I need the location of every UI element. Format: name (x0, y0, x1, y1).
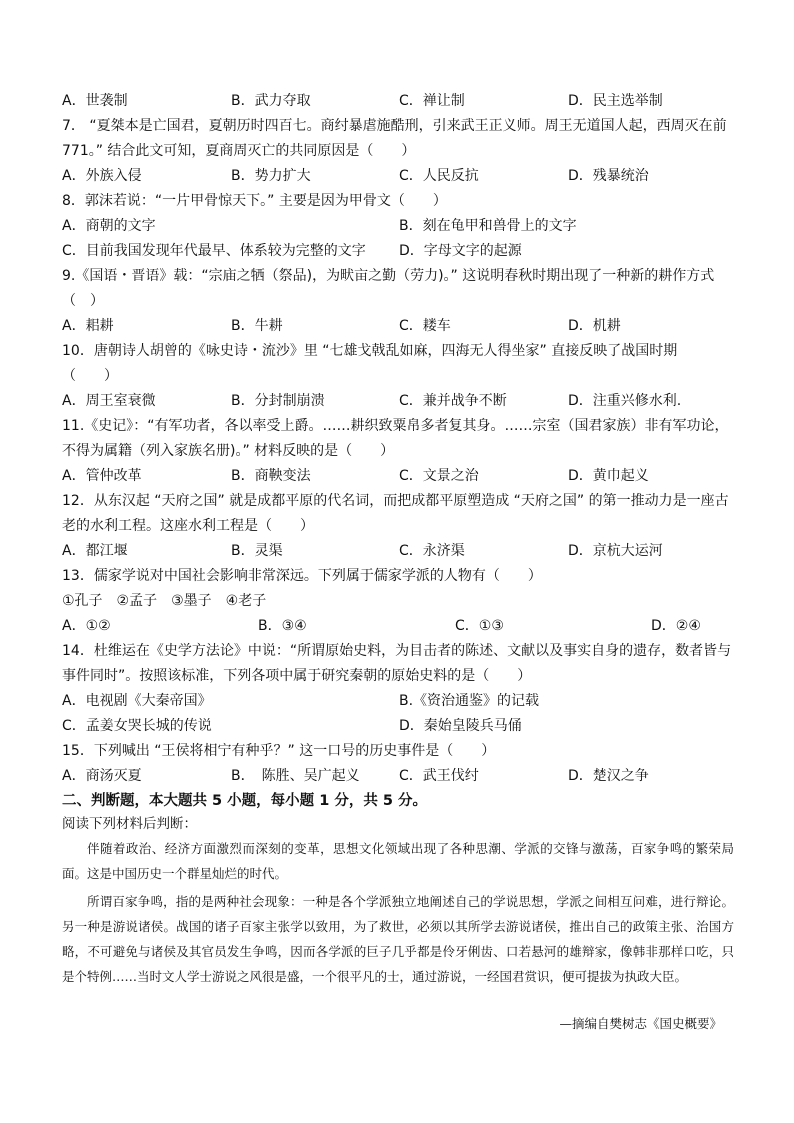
q10-option-a: A．周王室衰微 (62, 393, 156, 409)
q10-option-d: D．注重兴修水利. (568, 393, 682, 409)
q7-option-c: C．人民反抗 (399, 168, 479, 184)
q12-option-b: B．灵渠 (231, 543, 283, 559)
q9-option-d: D．机耕 (568, 318, 621, 334)
q13-option-c: C．①③ (455, 618, 504, 634)
q9-option-a: A．耜耕 (62, 318, 114, 334)
q6-option-a: A．世袭制 (62, 93, 128, 109)
material-paragraph-2: 所谓百家争鸣，指的是两种社会现象：一种是各个学派独立地阐述自己的学说思想，学派之间相互问难，进行辩论。另一种是游说诸侯。战国的诸子百家主张学以致用，为了救世，必须以其所学去游说诸侯，推出自己的政策主张、治国方略，不可避免与诸侯及其官员发生争鸣，因而各学派的巨子几乎都是伶牙俐齿、口若悬河的雄辩家，像韩非那样口吃，只是个特例……当时文人学士游说之风很是盛，一个很平凡的士，通过游说，一经国君赏识，便可提拔为执政大臣。 (62, 894, 734, 984)
q10-stem-line2: （ ） (62, 368, 118, 384)
q8-option-b: B．刻在龟甲和兽骨上的文字 (399, 218, 577, 234)
q11-stem-line1: 11.《史记》：“有军功者，各以率受上爵。……耕织致粟帛多者复其身。……宗室（国君家族）非有军功论， (62, 418, 729, 434)
q8-option-c: C．目前我国发现年代最早、体系较为完整的文字 (62, 243, 366, 259)
q15-stem: 15．下列喊出 “王侯将相宁有种乎？” 这一口号的历史事件是（ ） (62, 743, 496, 759)
q15-option-c: C．武王伐纣 (399, 768, 479, 784)
material-source: —摘编自樊树志《国史概要》 (559, 1016, 722, 1031)
q14-stem-line2: 事件同时”。按照该标准，下列各项中属于研究秦朝的原始史料的是（ ） (62, 668, 532, 684)
q12-stem-line1: 12．从东汉起 “天府之国” 就是成都平原的代名词，而把成都平原塑造成 “天府之国” 的第一推动力是一座古 (62, 493, 729, 509)
q6-option-d: D．民主选举制 (568, 93, 663, 109)
q10-option-c: C．兼并战争不断 (399, 393, 507, 409)
q13-option-d: D．②④ (651, 618, 701, 634)
q13-option-a: A．①② (62, 618, 111, 634)
q15-option-d: D．楚汉之争 (568, 768, 649, 784)
q7-option-d: D．残暴统治 (568, 168, 649, 184)
q14-option-d: D．秦始皇陵兵马俑 (399, 718, 522, 734)
q12-option-d: D．京杭大运河 (568, 543, 663, 559)
q14-option-b: B.《资治通鉴》的记载 (399, 693, 540, 709)
material-paragraph-1: 伴随着政治、经济方面激烈而深刻的变革，思想文化领域出现了各种思潮、学派的交锋与激荡，百家争鸣的繁荣局面。这是中国历史一个群星灿烂的时代。 (62, 841, 734, 881)
section-2-title: 二、判断题，本大题共 5 小题，每小题 1 分，共 5 分。 (62, 793, 428, 809)
q9-option-b: B．牛耕 (231, 318, 283, 334)
q8-option-a: A．商朝的文字 (62, 218, 156, 234)
section-2-intro: 阅读下列材料后判断： (62, 816, 197, 832)
q7-stem-line2: 771。” 结合此文可知，夏商周灭亡的共同原因是（ ） (62, 143, 416, 159)
q9-stem-line2: （ ） (62, 293, 104, 309)
q12-option-a: A．都江堰 (62, 543, 128, 559)
q11-option-a: A．管仲改革 (62, 468, 142, 484)
q11-option-d: D．黄巾起义 (568, 468, 649, 484)
q7-option-b: B．势力扩大 (231, 168, 311, 184)
q14-option-a: A．电视剧《大秦帝国》 (62, 693, 212, 709)
q13-option-b: B．③④ (258, 618, 307, 634)
q9-option-c: C．耧车 (399, 318, 451, 334)
q10-stem-line1: 10．唐朝诗人胡曾的《咏史诗・流沙》里 “七雄戈戟乱如麻，四海无人得坐家” 直接反映了战国时期 (62, 343, 678, 359)
q6-option-c: C．禅让制 (399, 93, 465, 109)
q10-option-b: B．分封制崩溃 (231, 393, 325, 409)
q11-option-b: B．商鞅变法 (231, 468, 311, 484)
q12-stem-line2: 老的水利工程。这座水利工程是（ ） (62, 518, 314, 534)
q9-stem-line1: 9.《国语・晋语》载：“宗庙之牺（祭品)，为畎亩之勤（劳力)。” 这说明春秋时期出现了一种新的耕作方式 (62, 268, 715, 284)
q14-option-c: C．孟姜女哭长城的传说 (62, 718, 212, 734)
q7-stem-line1: 7． “夏桀本是亡国君，夏朝历时四百七。商纣暴虐施酷刑，引来武王正义师。周王无道国人起，西周灭在前 (62, 118, 727, 134)
q13-stem-line1: 13．儒家学说对中国社会影响非常深远。下列属于儒家学派的人物有（ ） (62, 568, 542, 584)
q6-option-b: B．武力夺取 (231, 93, 311, 109)
q15-option-b: B． 陈胜、吴广起义 (231, 768, 360, 784)
q14-stem-line1: 14．杜维运在《史学方法论》中说：“所谓原始史料，为目击者的陈述、文献以及事实自身的遗存，数者皆与 (62, 643, 732, 659)
q12-option-c: C．永济渠 (399, 543, 465, 559)
q7-option-a: A．外族入侵 (62, 168, 142, 184)
q8-stem: 8．郭沫若说：“一片甲骨惊天下。” 主要是因为甲骨文（ ） (62, 193, 447, 209)
q11-option-c: C．文景之治 (399, 468, 479, 484)
q13-choices: ①孔子 ②孟子 ③墨子 ④老子 (62, 593, 267, 609)
q15-option-a: A．商汤灭夏 (62, 768, 142, 784)
q8-option-d: D．字母文字的起源 (399, 243, 522, 259)
q11-stem-line2: 不得为属籍（列入家族名册)。” 材料反映的是（ ） (62, 443, 395, 459)
